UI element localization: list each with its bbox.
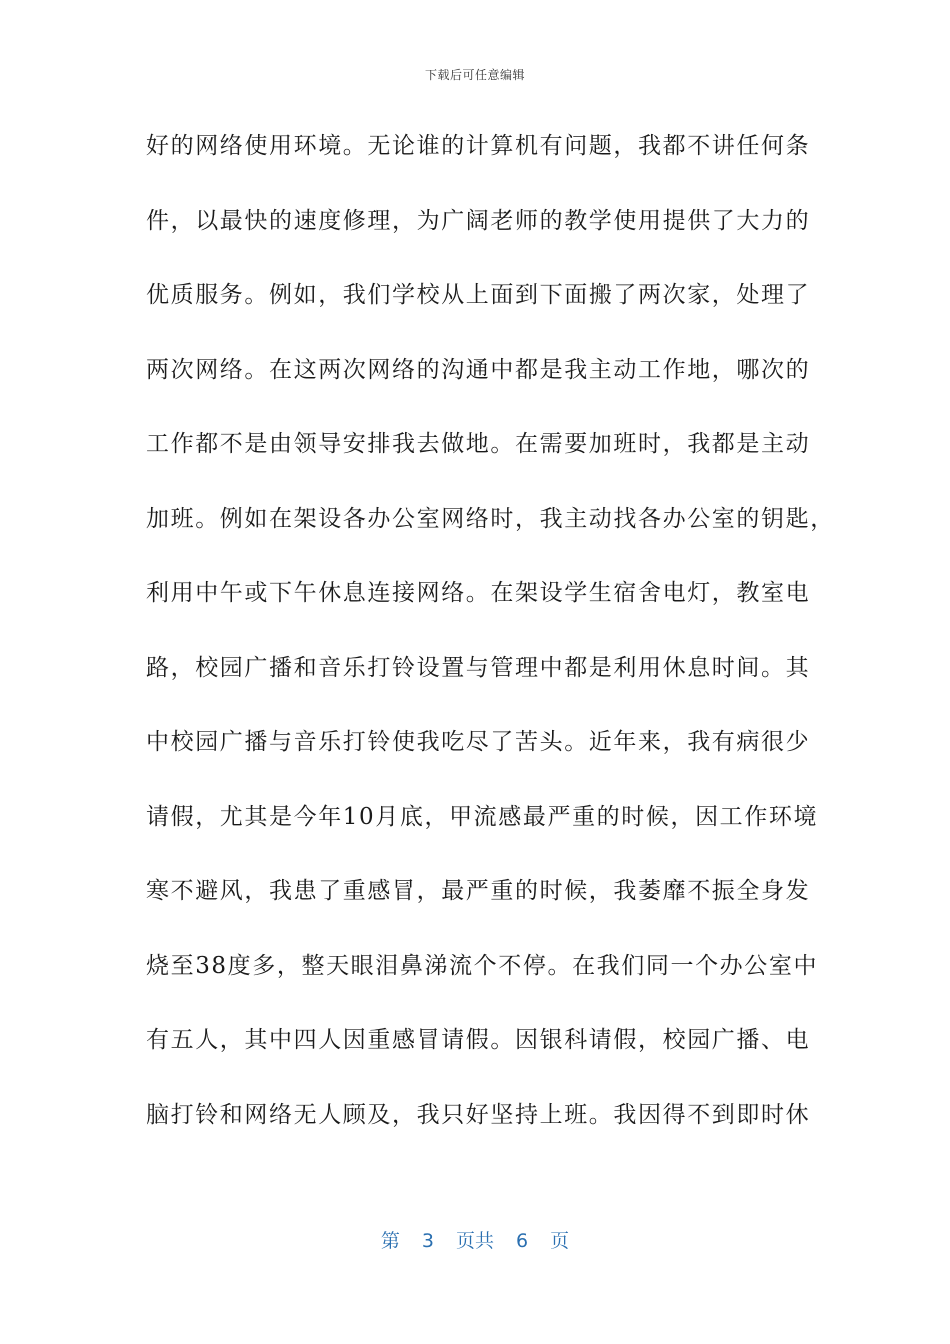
body-line: 请假，尤其是今年10月底，甲流感最严重的时候，因工作环境 bbox=[146, 803, 819, 830]
header-note: 下载后可任意编辑 bbox=[424, 68, 525, 82]
current-page-number: 3 bbox=[421, 1230, 434, 1252]
total-page-count: 6 bbox=[516, 1230, 529, 1252]
body-line: 利用中午或下午休息连接网络。在架设学生宿舍电灯，教室电 bbox=[146, 580, 811, 606]
page-number-footer bbox=[0, 1226, 950, 1253]
body-line: 两次网络。在这两次网络的沟通中都是我主动工作地，哪次的 bbox=[146, 356, 811, 383]
body-line: 件，以最快的速度修理，为广阔老师的教学使用提供了大力的 bbox=[146, 207, 811, 234]
footer-prefix: 第 bbox=[380, 1230, 400, 1252]
body-line: 路，校园广播和音乐打铃设置与管理中都是利用休息时间。其 bbox=[146, 654, 811, 681]
body-line: 好的网络使用环境。无论谁的计算机有问题，我都不讲任何条 bbox=[146, 133, 811, 159]
footer-middle: 页共 bbox=[455, 1230, 494, 1252]
body-line: 寒不避风，我患了重感冒，最严重的时候，我萎靡不振全身发 bbox=[146, 878, 811, 904]
footer-suffix: 页 bbox=[550, 1230, 570, 1252]
document-body bbox=[146, 118, 835, 1161]
body-line: 有五人，其中四人因重感冒请假。因银科请假，校园广播、电 bbox=[146, 1027, 811, 1053]
body-line: 优质服务。例如，我们学校从上面到下面搬了两次家，处理了 bbox=[146, 282, 811, 308]
body-line: 中校园广播与音乐打铃使我吃尽了苦头。近年来，我有病很少 bbox=[146, 729, 811, 755]
body-line: 工作都不是由领导安排我去做地。在需要加班时，我都是主动 bbox=[146, 431, 811, 457]
body-line: 脑打铃和网络无人顾及，我只好坚持上班。我因得不到即时休 bbox=[146, 1101, 811, 1128]
body-line: 加班。例如在架设各办公室网络时，我主动找各办公室的钥匙， bbox=[146, 505, 835, 532]
body-line: 烧至38度多，整天眼泪鼻涕流个不停。在我们同一个办公室中 bbox=[146, 952, 819, 979]
